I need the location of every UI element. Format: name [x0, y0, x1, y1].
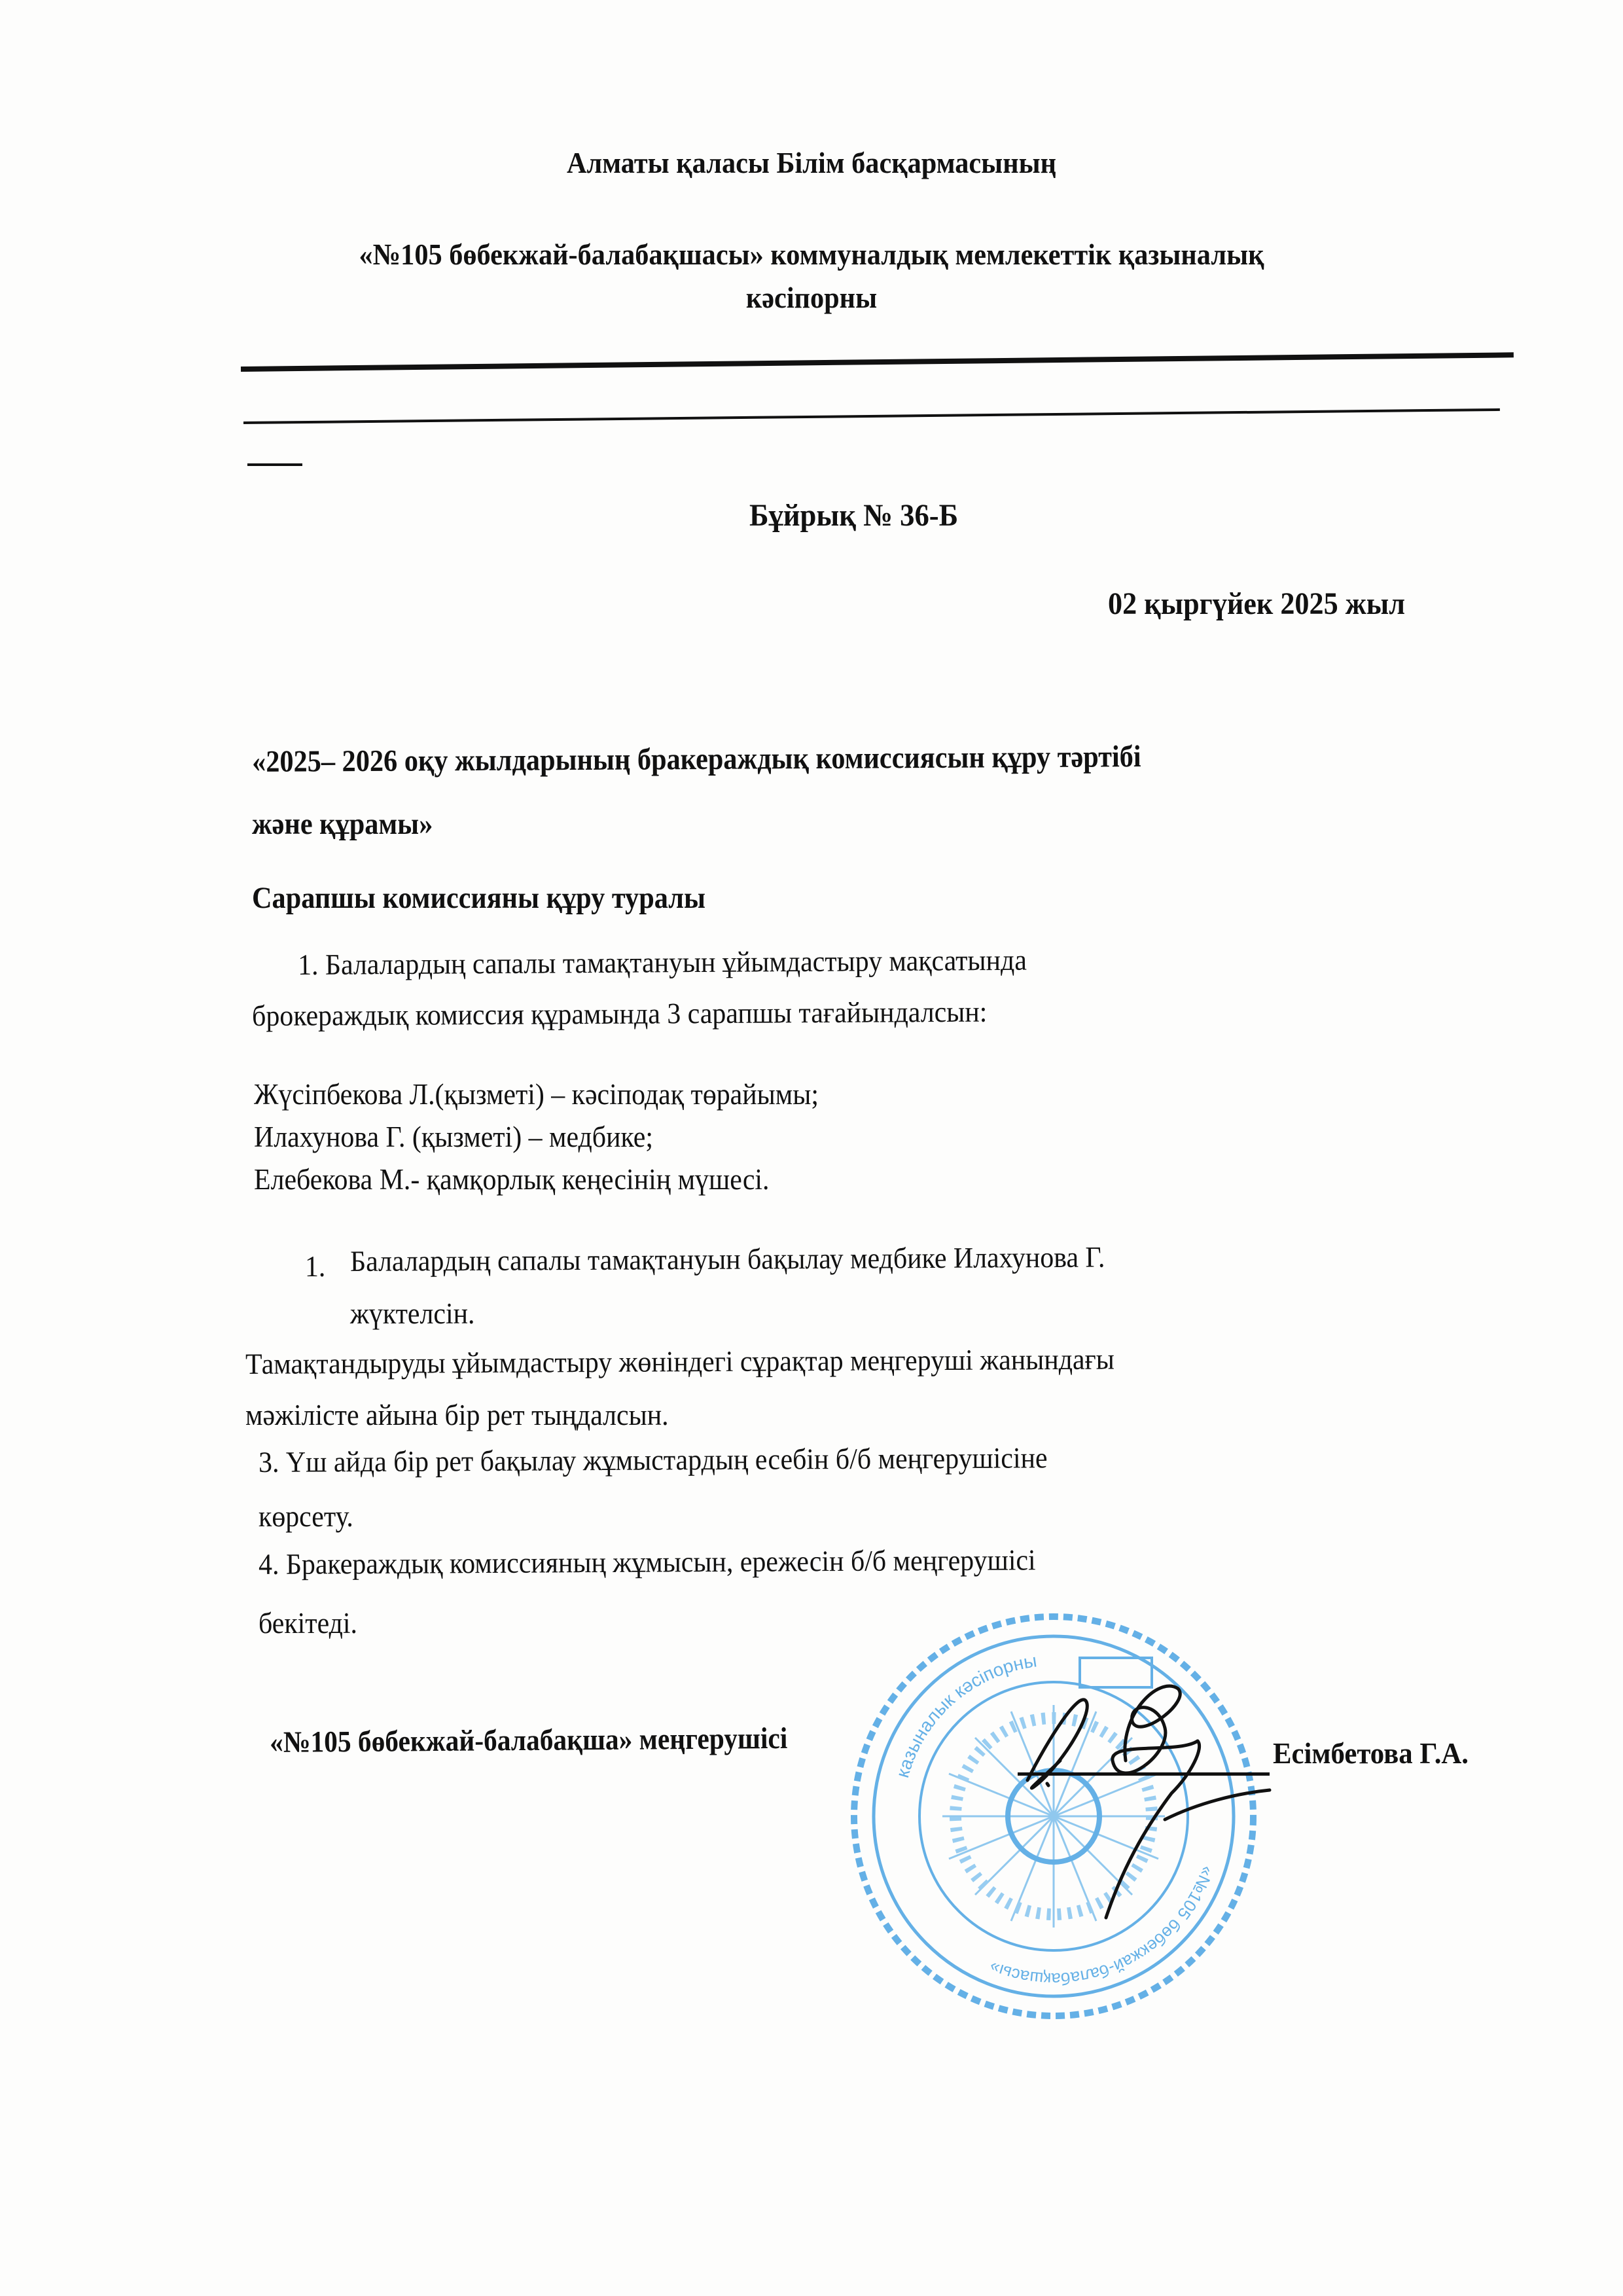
item-4-line-1: 4. Бракераждық комиссияның жұмысын, ережесін б/б меңгерушісі — [258, 1543, 1036, 1581]
item-1-line-2: брокераждық комиссия құрамында 3 сарапшы тағайындалсын: — [251, 995, 988, 1032]
item-4-line-2: бекітеді. — [259, 1607, 357, 1640]
signatory-name: Есімбетова Г.А. — [1273, 1736, 1469, 1770]
header-line-3: кәсіпорны — [745, 281, 878, 314]
header-line-2: «№105 бөбекжай-балабақшасы» коммуналдық мемлекеттік қазыналық — [359, 238, 1264, 271]
header-thin-rule — [243, 408, 1500, 424]
item-2-line-1: Балалардың сапалы тамақтануын бақылау медбике Илахунова Г. — [349, 1240, 1105, 1278]
member-1: Жүсіпбекова Л.(қызметі) – кәсіподақ төрайымы; — [254, 1078, 819, 1111]
member-3: Елебекова М.- қамқорлық кеңесінің мүшесі. — [254, 1163, 770, 1196]
header-line-1: Алматы қаласы Білім басқармасының — [566, 146, 1057, 179]
order-subtitle: Сарапшы комиссияны құру туралы — [252, 881, 706, 915]
item-2-number: 1. — [305, 1250, 326, 1283]
svg-text:казыналык кәсіпорны: казыналык кәсіпорны — [892, 1650, 1039, 1780]
order-title-line-2: және құрамы» — [252, 807, 433, 841]
item-3-line-1: 3. Үш айда бір рет бақылау жұмыстардың есебін б/б меңгерушісіне — [258, 1441, 1048, 1479]
order-date: 02 қыргүйек 2025 жыл — [1108, 586, 1405, 621]
item-3-line-2: көрсету. — [259, 1500, 353, 1533]
item-2-line-2: жүктелсін. — [350, 1297, 475, 1330]
header-thick-rule — [241, 352, 1514, 372]
item-1-line-1: 1. Балалардың сапалы тамақтануын ұйымдастыру мақсатында — [297, 943, 1027, 981]
short-dash — [247, 463, 302, 466]
paragraph-line-1: Тамақтандыруды ұйымдастыру жөніндегі сұрақтар меңгеруші жанындағы — [245, 1342, 1115, 1380]
order-title-line-1: «2025– 2026 оқу жылдарының бракераждық комиссиясын құру тәртібі — [252, 740, 1141, 779]
paragraph-line-2: мәжілісте айына бір рет тыңдалсын. — [245, 1399, 669, 1431]
svg-text:«№105 бөбекжай-балабақшасы»: «№105 бөбекжай-балабақшасы» — [986, 1863, 1218, 1990]
member-2: Илахунова Г. (қызметі) – медбике; — [254, 1121, 653, 1153]
signature-position: «№105 бөбекжай-балабақша» меңгерушісі — [270, 1721, 788, 1759]
order-number: Бұйрық № 36-Б — [749, 498, 959, 533]
handwritten-signature-icon — [1008, 1662, 1322, 1937]
